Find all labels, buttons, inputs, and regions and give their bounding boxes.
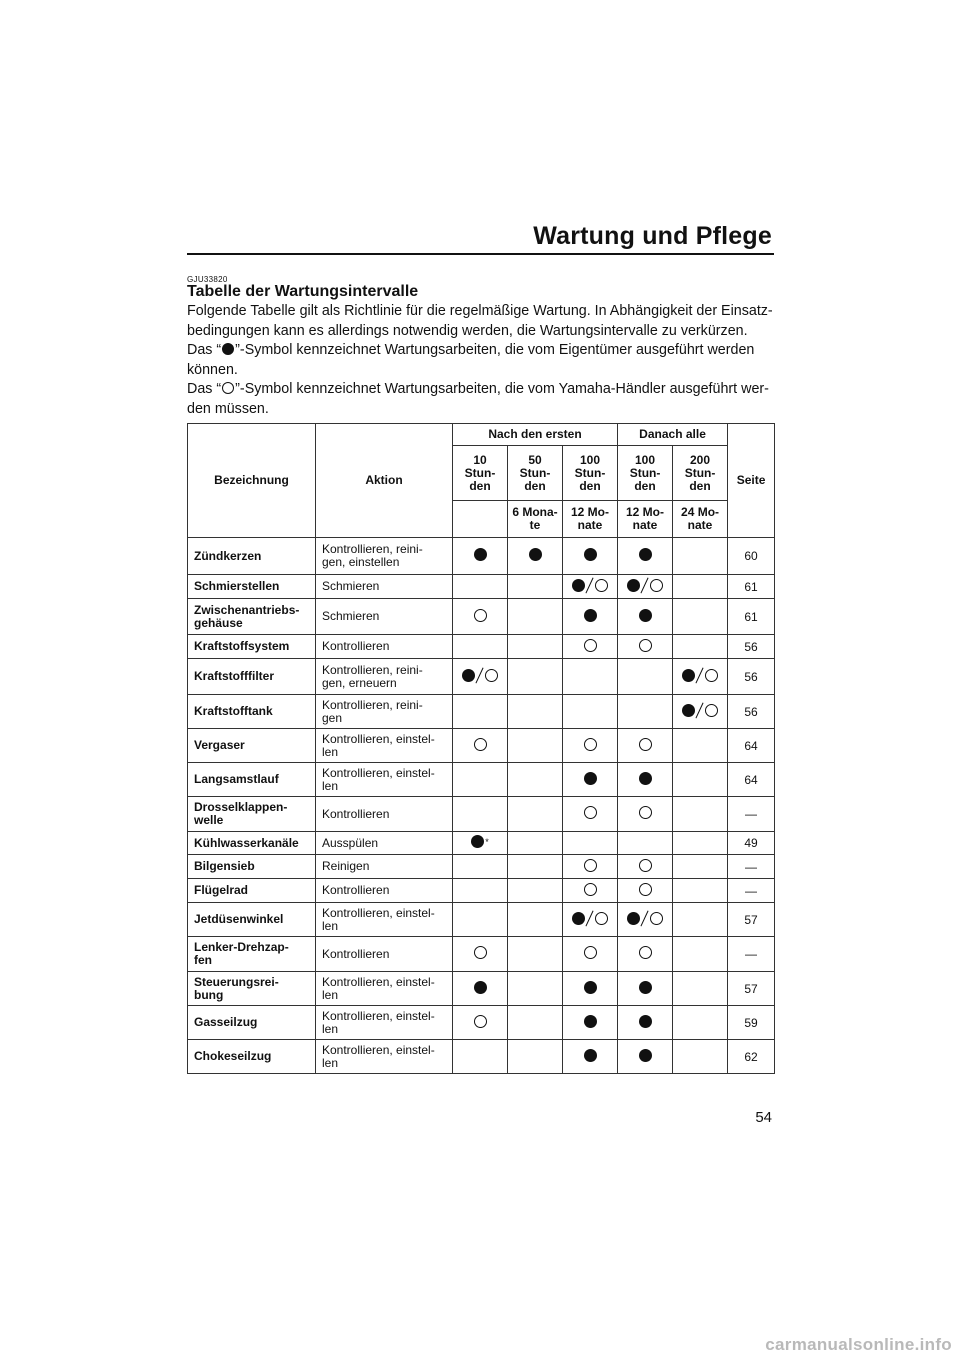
interval-cell (673, 855, 728, 879)
item-name: Drosselklappen- welle (188, 797, 316, 832)
dealer-task-open-circle-icon (639, 946, 652, 959)
item-action: Kontrollieren, einstel- len (316, 972, 453, 1006)
interval-cell (563, 1006, 618, 1040)
owner-task-filled-circle-icon (462, 669, 475, 682)
interval-cell (618, 937, 673, 972)
dealer-task-open-circle-icon (705, 704, 718, 717)
page-reference: 61 (728, 599, 775, 635)
interval-cell (618, 763, 673, 797)
page-reference: — (728, 797, 775, 832)
interval-mark (584, 1049, 597, 1062)
item-name: Kühlwasserkanäle (188, 832, 316, 855)
table-row (188, 1006, 775, 1040)
owner-task-filled-circle-icon (474, 981, 487, 994)
owner-task-filled-circle-icon (584, 548, 597, 561)
interval-mark (639, 772, 652, 785)
item-action: Reinigen (316, 855, 453, 879)
table-row (188, 635, 775, 659)
intro-text (187, 302, 775, 420)
interval-cell (508, 599, 563, 635)
item-name: Flügelrad (188, 879, 316, 903)
interval-cell (508, 1040, 563, 1074)
slash-icon (586, 578, 594, 593)
dealer-task-open-circle-icon (639, 859, 652, 872)
interval-mark (584, 1015, 597, 1028)
interval-cell (673, 1006, 728, 1040)
interval-cell (453, 797, 508, 832)
header-divider (187, 253, 774, 255)
page-reference: 60 (728, 538, 775, 575)
interval-cell (563, 832, 618, 855)
item-action: Kontrollieren (316, 937, 453, 972)
item-action: Schmieren (316, 599, 453, 635)
page-reference: 59 (728, 1006, 775, 1040)
header-month: 12 Mo- nate (618, 501, 673, 538)
table-row (188, 855, 775, 879)
owner-task-filled-circle-icon (584, 1015, 597, 1028)
interval-cell (618, 729, 673, 763)
open-circle-icon (222, 382, 234, 394)
interval-cell (508, 832, 563, 855)
interval-cell (453, 1040, 508, 1074)
interval-cell (453, 659, 508, 695)
interval-cell (508, 937, 563, 972)
dealer-task-open-circle-icon (474, 1015, 487, 1028)
item-name: Steuerungsrei- bung (188, 972, 316, 1006)
header-action: Aktion (316, 424, 453, 538)
dealer-task-open-circle-icon (639, 639, 652, 652)
asterisk-icon: * (485, 836, 489, 847)
interval-cell (453, 832, 508, 855)
item-name: Vergaser (188, 729, 316, 763)
interval-mark (474, 1015, 487, 1028)
header-interval: 100 Stun- den (618, 446, 673, 501)
header-month: 24 Mo- nate (673, 501, 728, 538)
header-after-first: Nach den ersten (453, 424, 618, 446)
interval-cell (563, 695, 618, 729)
owner-task-filled-circle-icon (639, 1015, 652, 1028)
item-action: Kontrollieren (316, 635, 453, 659)
table-row (188, 763, 775, 797)
interval-mark (639, 981, 652, 994)
page-reference: 61 (728, 575, 775, 599)
item-action: Kontrollieren, einstel- len (316, 903, 453, 937)
dealer-task-open-circle-icon (650, 579, 663, 592)
interval-cell (673, 635, 728, 659)
slash-icon (641, 911, 649, 926)
interval-cell (618, 599, 673, 635)
interval-cell (673, 763, 728, 797)
interval-cell (618, 879, 673, 903)
page-reference: 56 (728, 695, 775, 729)
interval-cell (508, 972, 563, 1006)
header-page: Seite (728, 424, 775, 538)
interval-mark (584, 806, 597, 819)
interval-cell (563, 1040, 618, 1074)
page-reference: 56 (728, 659, 775, 695)
interval-cell (618, 972, 673, 1006)
interval-cell (563, 855, 618, 879)
interval-mark (462, 668, 498, 683)
interval-mark (682, 703, 718, 718)
page-reference: 57 (728, 903, 775, 937)
item-name: Langsamstlauf (188, 763, 316, 797)
interval-mark (639, 639, 652, 652)
item-action: Kontrollieren, reini- gen, erneuern (316, 659, 453, 695)
slash-icon (696, 668, 704, 683)
interval-cell (673, 695, 728, 729)
interval-mark (584, 548, 597, 561)
interval-cell (673, 575, 728, 599)
dealer-task-open-circle-icon (639, 883, 652, 896)
dealer-task-open-circle-icon (584, 946, 597, 959)
interval-cell (453, 695, 508, 729)
interval-cell (618, 635, 673, 659)
interval-cell (508, 659, 563, 695)
table-row (188, 729, 775, 763)
interval-cell (453, 763, 508, 797)
page-reference: — (728, 855, 775, 879)
interval-cell (453, 729, 508, 763)
interval-cell (673, 599, 728, 635)
item-name: Kraftstoffsystem (188, 635, 316, 659)
header-month: 6 Mona- te (508, 501, 563, 538)
item-action: Ausspülen (316, 832, 453, 855)
interval-mark (627, 911, 663, 926)
owner-task-filled-circle-icon (639, 1049, 652, 1062)
item-name: Lenker-Drehzap- fen (188, 937, 316, 972)
filled-circle-icon (222, 343, 234, 355)
interval-mark (639, 1015, 652, 1028)
interval-cell (453, 538, 508, 575)
intro-p3-suffix: ”-Symbol kennzeichnet Wartungsarbeiten, die vom Yamaha-Händler ausgeführt wer-den müssen. (187, 381, 769, 417)
intro-paragraph-1: Folgende Tabelle gilt als Richtlinie für die regelmäßige Wartung. In Abhängigkeit der Einsatz-bedingungen kann es allerdings notwendig werden, die Wartungsintervalle zu verkürzen. (187, 303, 773, 339)
interval-cell (563, 797, 618, 832)
item-name: Schmierstellen (188, 575, 316, 599)
interval-cell (508, 763, 563, 797)
interval-mark (639, 738, 652, 751)
page-reference: 64 (728, 729, 775, 763)
interval-cell (453, 879, 508, 903)
dealer-task-open-circle-icon (639, 806, 652, 819)
interval-cell (453, 1006, 508, 1040)
table-row (188, 832, 775, 855)
item-name: Gasseilzug (188, 1006, 316, 1040)
interval-cell (673, 832, 728, 855)
header-interval: 10 Stun- den (453, 446, 508, 501)
item-action: Kontrollieren, einstel- len (316, 1040, 453, 1074)
section-code: GJU33820 (187, 275, 228, 284)
interval-mark (474, 548, 487, 561)
table-row (188, 797, 775, 832)
interval-cell (453, 937, 508, 972)
item-action: Kontrollieren (316, 879, 453, 903)
interval-cell (618, 538, 673, 575)
owner-task-filled-circle-icon (682, 704, 695, 717)
dealer-task-open-circle-icon (584, 738, 597, 751)
table-row (188, 879, 775, 903)
interval-cell (673, 1040, 728, 1074)
page-reference: — (728, 879, 775, 903)
interval-mark (639, 859, 652, 872)
interval-mark (639, 883, 652, 896)
item-name: Bilgensieb (188, 855, 316, 879)
interval-cell (563, 972, 618, 1006)
interval-cell (508, 538, 563, 575)
item-action: Kontrollieren, einstel- len (316, 763, 453, 797)
interval-mark (572, 578, 608, 593)
dealer-task-open-circle-icon (595, 912, 608, 925)
interval-cell (508, 797, 563, 832)
interval-mark (474, 981, 487, 994)
item-name: Zwischenantriebs- gehäuse (188, 599, 316, 635)
owner-task-filled-circle-icon (682, 669, 695, 682)
item-action: Schmieren (316, 575, 453, 599)
slash-icon (586, 911, 594, 926)
interval-mark (584, 883, 597, 896)
interval-cell (618, 575, 673, 599)
interval-cell (563, 903, 618, 937)
item-name: Kraftstofffilter (188, 659, 316, 695)
interval-mark (474, 946, 487, 959)
dealer-task-open-circle-icon (639, 738, 652, 751)
interval-cell (508, 879, 563, 903)
interval-cell (453, 972, 508, 1006)
interval-cell (563, 538, 618, 575)
interval-cell (618, 1040, 673, 1074)
slash-icon (696, 703, 704, 718)
header-interval: 100 Stun- den (563, 446, 618, 501)
interval-cell (453, 599, 508, 635)
interval-mark (639, 609, 652, 622)
intro-p2-prefix: Das “ (187, 342, 222, 359)
interval-mark (572, 911, 608, 926)
interval-cell (673, 659, 728, 695)
owner-task-filled-circle-icon (584, 772, 597, 785)
maintenance-table (187, 423, 775, 1074)
interval-mark (529, 548, 542, 561)
header-interval: 200 Stun- den (673, 446, 728, 501)
dealer-task-open-circle-icon (474, 946, 487, 959)
owner-task-filled-circle-icon (639, 609, 652, 622)
table-row (188, 659, 775, 695)
owner-task-filled-circle-icon (639, 772, 652, 785)
owner-task-filled-circle-icon (529, 548, 542, 561)
page-number: 54 (755, 1109, 772, 1126)
interval-cell (618, 1006, 673, 1040)
item-action: Kontrollieren, reini- gen (316, 695, 453, 729)
intro-paragraph-3 (187, 380, 775, 419)
dealer-task-open-circle-icon (650, 912, 663, 925)
interval-mark (584, 981, 597, 994)
slash-icon (476, 668, 484, 683)
page-reference: 57 (728, 972, 775, 1006)
interval-cell (618, 903, 673, 937)
interval-cell (508, 635, 563, 659)
item-name: Chokeseilzug (188, 1040, 316, 1074)
interval-cell (618, 797, 673, 832)
interval-cell (453, 635, 508, 659)
page-header-title: Wartung und Pflege (533, 222, 772, 250)
interval-cell (508, 695, 563, 729)
interval-cell (673, 797, 728, 832)
dealer-task-open-circle-icon (595, 579, 608, 592)
item-action: Kontrollieren (316, 797, 453, 832)
item-name: Kraftstofftank (188, 695, 316, 729)
intro-p2-suffix: ”-Symbol kennzeichnet Wartungsarbeiten, die vom Eigentümer ausgeführt werden können. (187, 342, 755, 378)
interval-cell (563, 575, 618, 599)
dealer-task-open-circle-icon (584, 639, 597, 652)
interval-mark (639, 806, 652, 819)
interval-mark (627, 578, 663, 593)
interval-cell (618, 659, 673, 695)
interval-cell (453, 575, 508, 599)
interval-cell (618, 855, 673, 879)
interval-cell (673, 879, 728, 903)
interval-cell (673, 538, 728, 575)
interval-cell (618, 832, 673, 855)
table-row (188, 575, 775, 599)
interval-mark (584, 609, 597, 622)
interval-mark (639, 1049, 652, 1062)
table-row (188, 972, 775, 1006)
owner-task-filled-circle-icon (627, 912, 640, 925)
interval-cell (563, 879, 618, 903)
section-title: Tabelle der Wartungsintervalle (187, 283, 419, 300)
interval-cell (508, 575, 563, 599)
owner-task-filled-circle-icon (584, 1049, 597, 1062)
table-row (188, 937, 775, 972)
dealer-task-open-circle-icon (584, 806, 597, 819)
header-month: 12 Mo- nate (563, 501, 618, 538)
interval-mark (682, 668, 718, 683)
interval-mark (639, 548, 652, 561)
item-action: Kontrollieren, einstel- len (316, 1006, 453, 1040)
interval-cell (618, 695, 673, 729)
interval-cell (673, 729, 728, 763)
item-name: Zündkerzen (188, 538, 316, 575)
interval-mark (584, 772, 597, 785)
interval-cell (508, 729, 563, 763)
interval-cell (563, 599, 618, 635)
intro-p3-prefix: Das “ (187, 381, 222, 398)
owner-task-filled-circle-icon (627, 579, 640, 592)
item-action: Kontrollieren, reini- gen, einstellen (316, 538, 453, 575)
slash-icon (641, 578, 649, 593)
owner-task-filled-circle-icon (639, 981, 652, 994)
interval-cell (673, 903, 728, 937)
page-reference: 62 (728, 1040, 775, 1074)
page-reference: 64 (728, 763, 775, 797)
interval-cell (563, 763, 618, 797)
dealer-task-open-circle-icon (584, 859, 597, 872)
interval-cell (453, 903, 508, 937)
page-reference: — (728, 937, 775, 972)
owner-task-filled-circle-icon (572, 579, 585, 592)
item-action: Kontrollieren, einstel- len (316, 729, 453, 763)
owner-task-filled-circle-icon (584, 609, 597, 622)
interval-cell (563, 729, 618, 763)
watermark: carmanualsonline.info (765, 1335, 952, 1354)
header-name: Bezeichnung (188, 424, 316, 538)
interval-mark (584, 639, 597, 652)
interval-mark (584, 946, 597, 959)
owner-task-filled-circle-icon (584, 981, 597, 994)
intro-paragraph-2 (187, 341, 775, 380)
interval-cell (508, 1006, 563, 1040)
dealer-task-open-circle-icon (485, 669, 498, 682)
interval-mark (584, 859, 597, 872)
interval-cell (453, 855, 508, 879)
table-row (188, 695, 775, 729)
dealer-task-open-circle-icon (474, 738, 487, 751)
interval-cell (563, 635, 618, 659)
interval-cell (673, 937, 728, 972)
interval-cell (508, 855, 563, 879)
dealer-task-open-circle-icon (474, 609, 487, 622)
owner-task-filled-circle-icon (474, 548, 487, 561)
header-interval: 50 Stun- den (508, 446, 563, 501)
dealer-task-open-circle-icon (584, 883, 597, 896)
page-reference: 56 (728, 635, 775, 659)
owner-task-filled-circle-icon (471, 835, 484, 848)
interval-cell (508, 903, 563, 937)
dealer-task-open-circle-icon (705, 669, 718, 682)
item-name: Jetdüsenwinkel (188, 903, 316, 937)
header-month (453, 501, 508, 538)
interval-mark (639, 946, 652, 959)
interval-cell (563, 937, 618, 972)
table-row (188, 903, 775, 937)
header-every: Danach alle (618, 424, 728, 446)
table-row (188, 599, 775, 635)
interval-cell (673, 972, 728, 1006)
interval-cell (563, 659, 618, 695)
interval-mark (471, 835, 489, 848)
owner-task-filled-circle-icon (639, 548, 652, 561)
interval-mark (474, 609, 487, 622)
table-row (188, 1040, 775, 1074)
interval-mark (584, 738, 597, 751)
table-row (188, 538, 775, 575)
interval-mark (474, 738, 487, 751)
page-reference: 49 (728, 832, 775, 855)
owner-task-filled-circle-icon (572, 912, 585, 925)
